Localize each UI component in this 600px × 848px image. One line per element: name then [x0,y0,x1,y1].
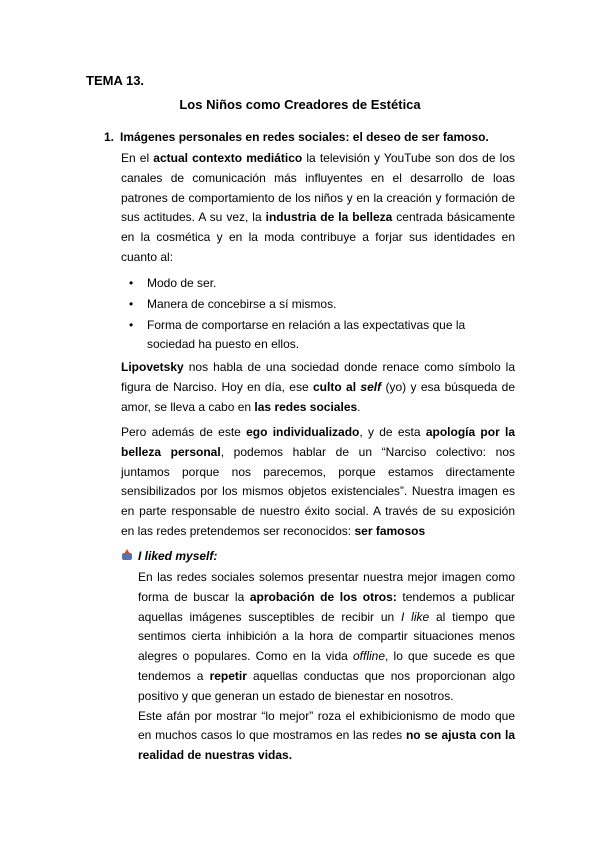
bold-italic-text: self [360,379,382,394]
text: En las redes sociales solemos presentar nuestra mejor imagen como forma de buscar la [138,570,515,604]
bold-text: las redes sociales [254,399,358,414]
paragraph-lipovetsky [121,358,515,417]
bold-text: industria de la belleza [265,210,393,225]
text: , podemos hablar de un “Narciso colectivo: nos juntamos porque nos parecemos, porque estamos directamente sensibilizados por los mismos objetos existenciales”. Nuestra imagen es en parte responsable de nuestro éxito social. A través de su exposición en las redes pretendemos ser reconocidos: [121,444,515,538]
bullet-icon: • [129,296,134,311]
list-item-text: Manera de concebirse a sí mismos. [147,296,337,311]
text: , lo que sucede es que tendemos a [138,649,515,683]
topic-label: TEMA 13. [86,73,145,88]
text: . [357,399,361,414]
list-item-text: Forma de comportarse en relación a las expectativas que la sociedad ha puesto en ellos. [147,317,466,352]
section-heading [104,130,489,144]
bullet-arrow-icon [121,549,133,561]
section-number: 1. [104,130,115,144]
text: , y de esta [359,425,426,439]
subsection-heading [121,549,217,563]
text: Este afán por mostrar “lo mejor” roza el exhibicionismo de modo que en muchos casos lo que mostramos en las redes [138,708,515,743]
bullet-list [121,274,515,356]
bold-text: no se ajusta con la realidad de nuestras vidas. [138,728,515,763]
text: tendemos a publicar aquellas imágenes susceptibles de recibir un [138,589,515,624]
subsection-heading-text: I liked myself: [138,549,218,563]
bold-text: apología por la belleza personal [121,425,516,459]
text: Pero además de este [121,425,247,439]
text: aquellas conductas que nos proporcionan algo positivo y que generan un estado de bienestar en nosotros. [138,668,515,703]
bold-text: culto al [313,379,361,394]
bold-text: actual contexto mediático [153,151,303,165]
text: nos habla de una sociedad donde renace como símbolo la figura de Narciso. Hoy en día, ese [121,360,515,394]
page-title: Los Niños como Creadores de Estética [179,97,421,112]
list-item-text: Modo de ser. [147,276,217,290]
subsection-body [138,568,515,766]
text: centrada básicamente en la cosmética y en la moda contribuye a forjar sus identidades en cuanto al: [121,210,515,264]
paragraph-narciso [121,423,515,542]
italic-text: offline [353,649,386,664]
text: En el [121,151,154,165]
text: (yo) y esa búsqueda de amor, se lleva a cabo en [121,379,516,414]
bold-text: ego individualizado [246,425,360,439]
list-item [121,295,515,315]
bold-text: repetir [209,668,247,683]
paragraph-context [121,149,515,268]
italic-text: I like [401,609,430,624]
bold-text: ser famosos [354,523,426,538]
list-item [121,316,515,356]
text: la televisión y YouTube son dos de los canales de comunicación más influyentes en el desarrollo de loas patrones de comportamiento de los niños y en la creación y formación de sus actitudes. A su vez, la [121,151,515,225]
bullet-icon: • [129,276,134,290]
bold-text: aprobación de los otros: [249,589,397,604]
list-item [121,274,515,294]
paragraph [138,568,515,707]
section-heading-text: Imágenes personales en redes sociales: el deseo de ser famoso. [120,130,489,144]
text: al tiempo que sentimos cierta inhibición a la hora de compartir situaciones menos alegres o populares. Como en la vida [138,609,515,664]
bullet-icon: • [129,317,134,332]
paragraph [138,707,515,766]
bold-text: Lipovetsky [121,360,184,374]
